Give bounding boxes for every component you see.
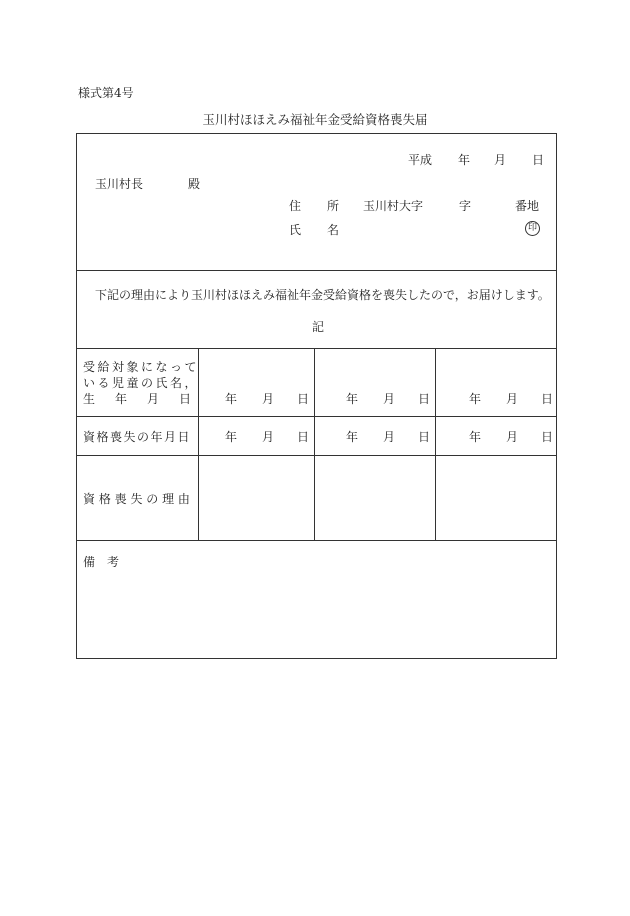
row2-col3-day: 日 [541, 430, 554, 444]
column-divider-2 [314, 348, 315, 540]
banchi-label: 番地 [515, 199, 540, 213]
statement-text: 下記の理由により玉川村ほほえみ福祉年金受給資格を喪失したので，お届けします。 [95, 288, 550, 302]
row1-col2-year: 年 [346, 392, 359, 406]
row1-col1-day: 日 [297, 392, 310, 406]
form-frame [76, 133, 557, 659]
seal-icon: 印 [525, 221, 540, 236]
column-divider-3 [435, 348, 436, 540]
row1-col2-month: 月 [383, 392, 396, 406]
row3-label: 資 格 喪 失 の 理 由 [83, 492, 190, 506]
divider-top-section [77, 270, 556, 271]
remarks-label: 備 考 [83, 555, 120, 569]
row1-col3-year: 年 [469, 392, 482, 406]
row2-col1-month: 月 [262, 430, 275, 444]
row1-label-line2: いる児童の氏名， [83, 376, 200, 390]
row1-label-line3: 生 年 月 日 [83, 392, 196, 406]
row2-col1-day: 日 [297, 430, 310, 444]
form-number: 様式第4号 [78, 86, 134, 100]
form-title: 玉川村ほほえみ福祉年金受給資格喪失届 [202, 112, 428, 127]
date-month-unit: 月 [494, 153, 507, 167]
seal-mark [525, 219, 540, 236]
divider-row1 [77, 416, 556, 417]
address-label-1: 住 [289, 199, 302, 213]
row2-col3-year: 年 [469, 430, 482, 444]
row2-col1-year: 年 [225, 430, 238, 444]
address-value: 玉川村大字 [363, 199, 424, 213]
ki-heading: 記 [312, 320, 325, 334]
addressee: 玉川村長 [95, 177, 144, 191]
row2-label: 資格喪失の年月日 [83, 430, 192, 444]
date-day-unit: 日 [532, 153, 545, 167]
honorific: 殿 [188, 177, 201, 191]
divider-row3 [77, 540, 556, 541]
row1-col3-day: 日 [541, 392, 554, 406]
row1-label-line1: 受給対象になって [83, 360, 200, 374]
row1-col3-month: 月 [506, 392, 519, 406]
address-label-2: 所 [327, 199, 340, 213]
row1-col1-month: 月 [262, 392, 275, 406]
row2-col2-month: 月 [383, 430, 396, 444]
row2-col2-day: 日 [418, 430, 431, 444]
divider-row2 [77, 455, 556, 456]
name-label-2: 名 [327, 223, 340, 237]
aza-label: 字 [459, 199, 472, 213]
date-year-unit: 年 [458, 153, 471, 167]
date-era: 平成 [408, 153, 433, 167]
row2-col2-year: 年 [346, 430, 359, 444]
row1-col1-year: 年 [225, 392, 238, 406]
row1-col2-day: 日 [418, 392, 431, 406]
divider-statement [77, 348, 556, 349]
row2-col3-month: 月 [506, 430, 519, 444]
name-label-1: 氏 [289, 223, 302, 237]
